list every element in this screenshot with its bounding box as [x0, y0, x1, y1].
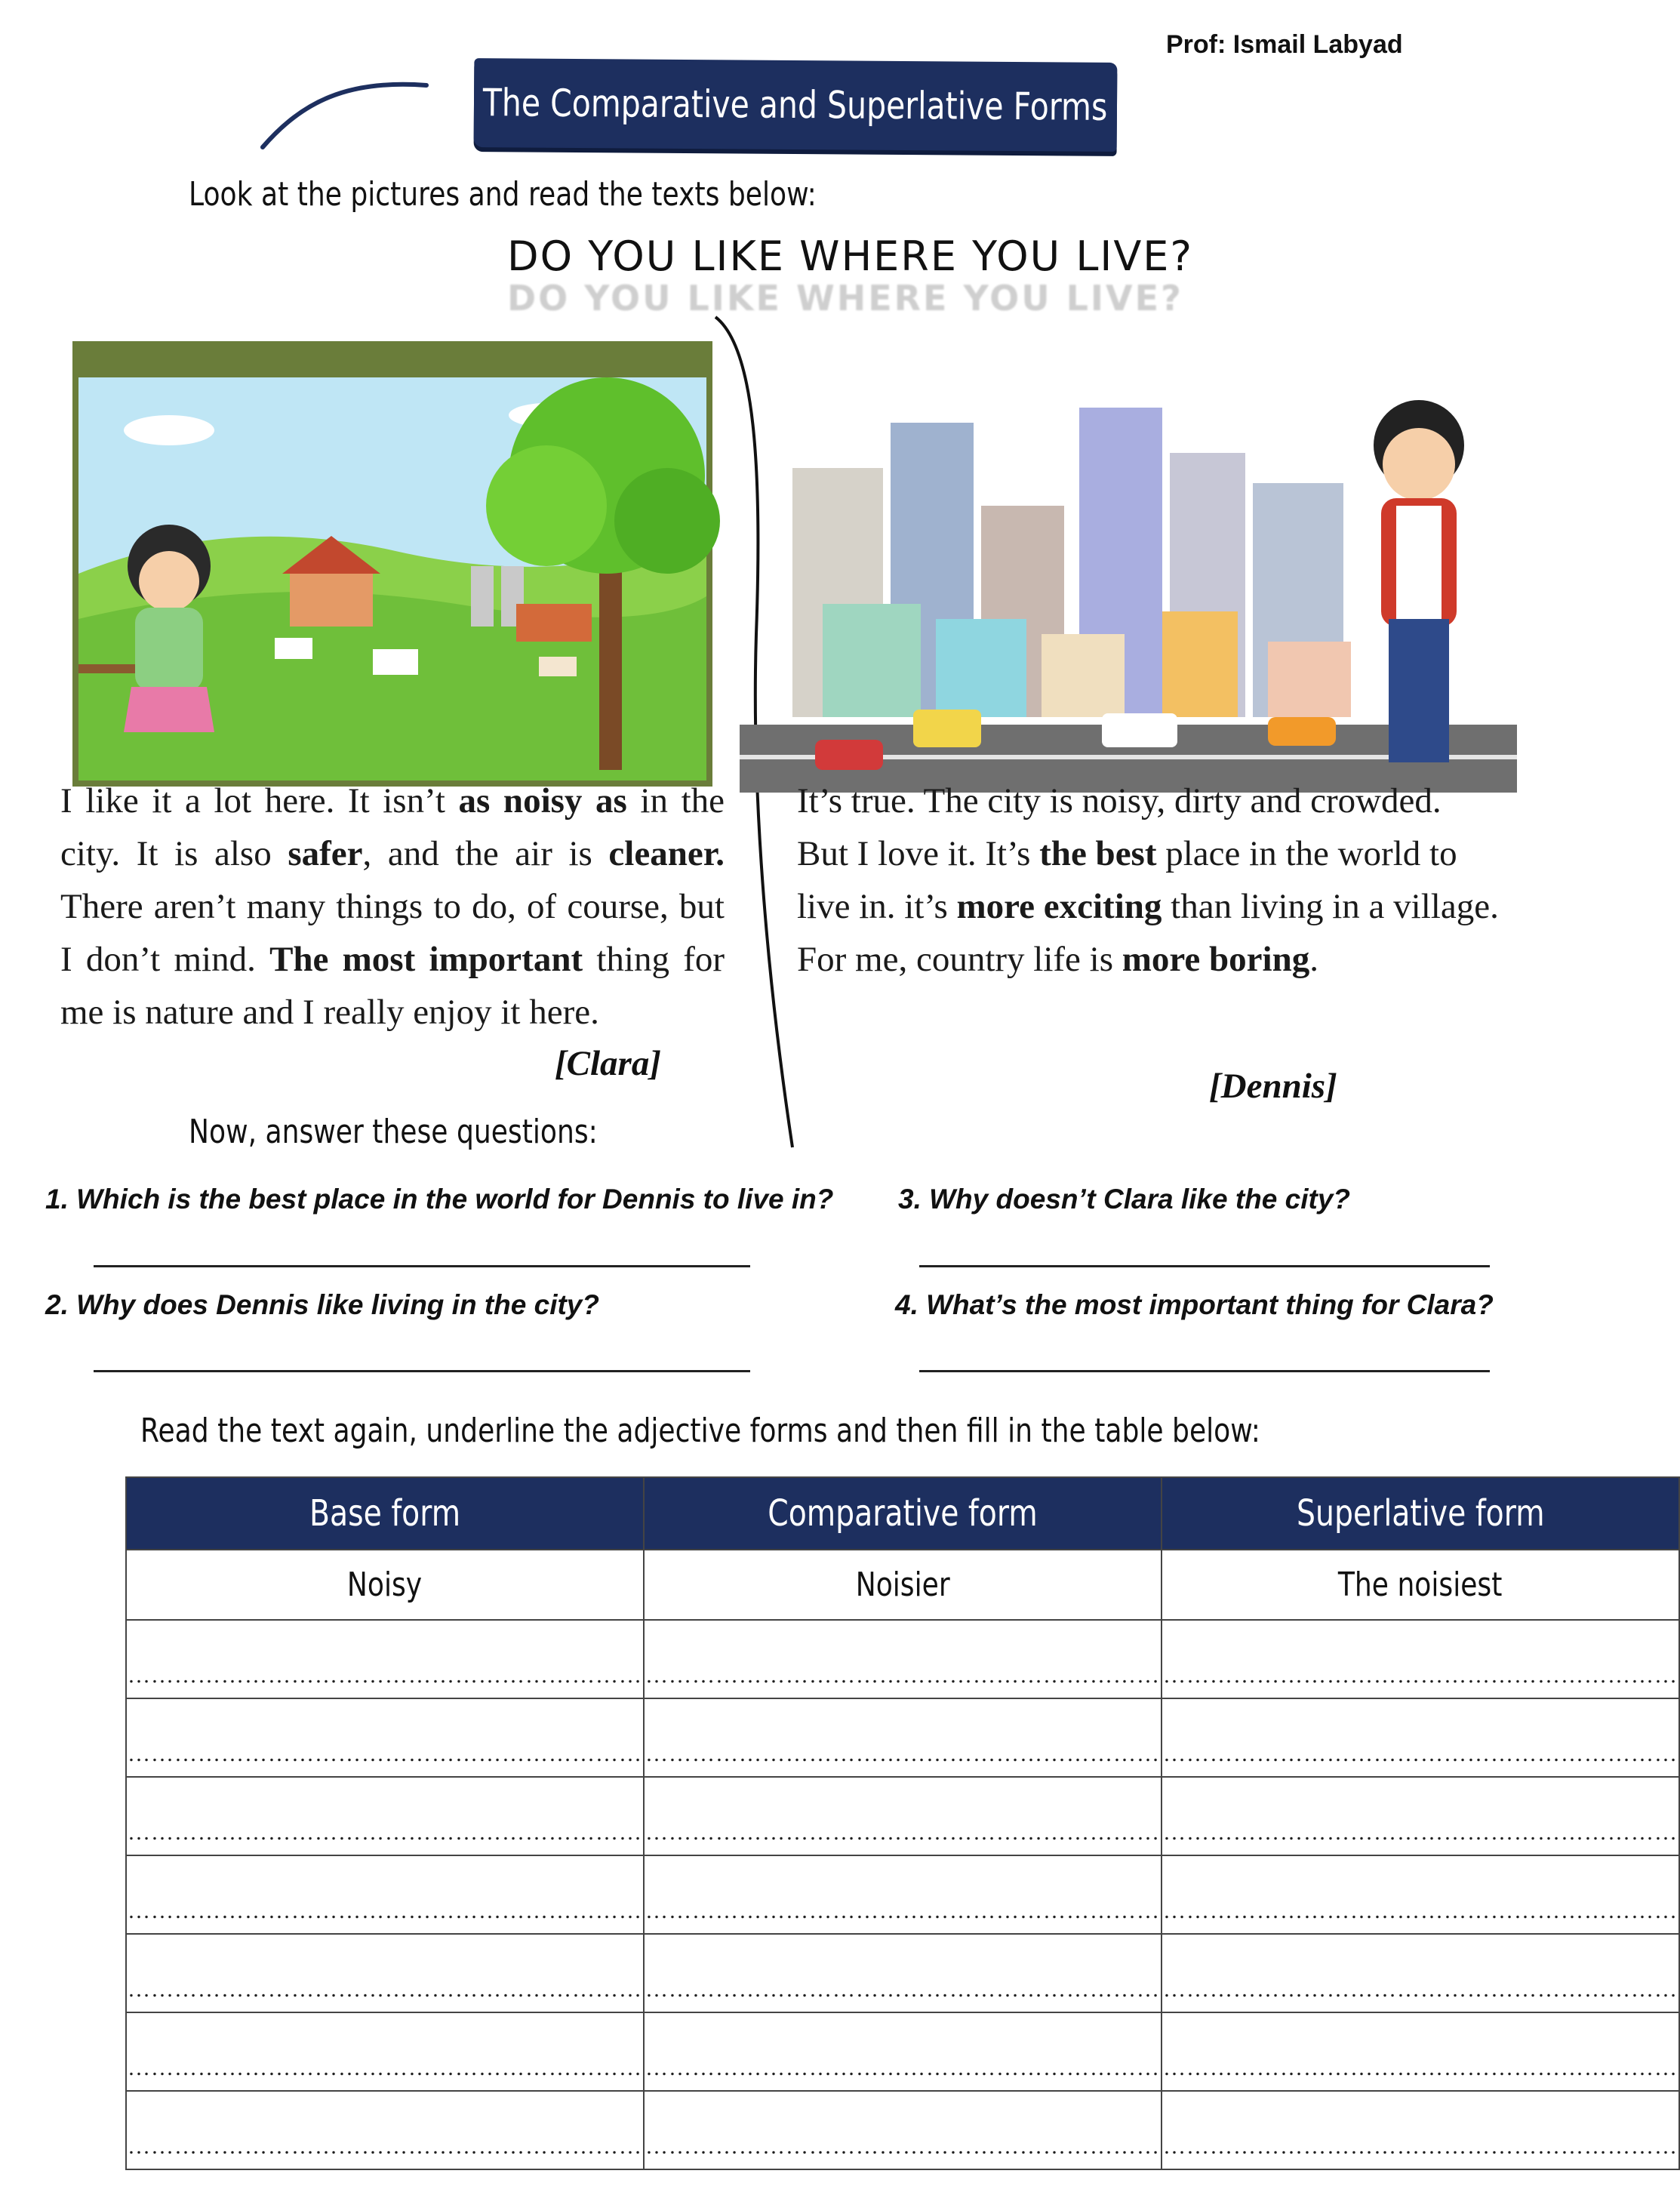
blank-cell-superlative[interactable]: …………………………………………………………	[1162, 2012, 1679, 2091]
decorative-swoosh	[257, 72, 438, 155]
blank-cell-comparative[interactable]: …………………………………………………………	[644, 1777, 1162, 1855]
blank-cell-base[interactable]: …………………………………………………………	[126, 1934, 644, 2012]
table-row	[126, 1777, 1679, 1855]
table-row	[126, 2012, 1679, 2091]
table-row-example	[126, 1550, 1679, 1620]
blank-cell-comparative[interactable]: …………………………………………………………	[644, 2091, 1162, 2169]
table-row	[126, 1855, 1679, 1934]
blank-cell-superlative[interactable]: …………………………………………………………	[1162, 1698, 1679, 1777]
table-row	[126, 1698, 1679, 1777]
table-row	[126, 2091, 1679, 2169]
blank-cell-comparative[interactable]: …………………………………………………………	[644, 1620, 1162, 1698]
blank-cell-superlative[interactable]: …………………………………………………………	[1162, 1620, 1679, 1698]
clara-signature: [Clara]	[555, 1044, 661, 1083]
header-comparative-form: Comparative form	[644, 1477, 1162, 1550]
example-base: Noisy	[126, 1550, 644, 1620]
blank-cell-superlative[interactable]: …………………………………………………………	[1162, 1855, 1679, 1934]
author-label: Prof: Ismail Labyad	[1166, 30, 1403, 59]
section-heading: DO YOU LIKE WHERE YOU LIVE?	[507, 232, 1194, 280]
blank-cell-base[interactable]: …………………………………………………………	[126, 1777, 644, 1855]
blank-cell-superlative[interactable]: …………………………………………………………	[1162, 1777, 1679, 1855]
question-3: 3. Why doesn’t Clara like the city?	[898, 1184, 1350, 1215]
blank-cell-superlative[interactable]: …………………………………………………………	[1162, 1934, 1679, 2012]
blank-cell-base[interactable]: …………………………………………………………	[126, 1855, 644, 1934]
header-base-form: Base form	[126, 1477, 644, 1550]
blank-cell-comparative[interactable]: …………………………………………………………	[644, 1855, 1162, 1934]
page-title: The Comparative and Superlative Forms	[483, 81, 1108, 129]
answer-line-4[interactable]	[919, 1370, 1490, 1372]
table-row	[126, 1934, 1679, 2012]
blank-cell-base[interactable]: …………………………………………………………	[126, 1698, 644, 1777]
answer-line-1[interactable]	[94, 1265, 750, 1267]
city-picture	[740, 393, 1517, 793]
clara-paragraph: I like it a lot here. It isn’t as noisy as in the city. It is also safer, and the air is cleaner. There aren’t many things to do, of course, but I don’t mind. The most important thing for me is nature and I really enjoy it here.	[60, 781, 725, 1032]
blank-cell-superlative[interactable]: …………………………………………………………	[1162, 2091, 1679, 2169]
blank-cell-comparative[interactable]: …………………………………………………………	[644, 1698, 1162, 1777]
adjective-forms-table	[125, 1476, 1680, 2170]
blank-cell-comparative[interactable]: …………………………………………………………	[644, 2012, 1162, 2091]
title-banner	[474, 58, 1118, 152]
countryside-picture	[72, 341, 712, 787]
blank-cell-base[interactable]: …………………………………………………………	[126, 2012, 644, 2091]
blank-cell-base[interactable]: …………………………………………………………	[126, 1620, 644, 1698]
table-header-row	[126, 1477, 1679, 1550]
header-superlative-form: Superlative form	[1162, 1477, 1679, 1550]
example-comparative: Noisier	[644, 1550, 1162, 1620]
table-instruction: Read the text again, underline the adjective forms and then fill in the table below:	[140, 1412, 1260, 1450]
reading-instruction: Look at the pictures and read the texts below:	[189, 175, 817, 214]
section-heading-shadow: DO YOU LIKE WHERE YOU LIVE?	[507, 278, 1183, 319]
dennis-signature: [Dennis]	[1209, 1067, 1337, 1106]
question-2: 2. Why does Dennis like living in the city?	[45, 1289, 599, 1320]
answer-line-3[interactable]	[919, 1265, 1490, 1267]
dennis-paragraph: It’s true. The city is noisy, dirty and crowded. But I love it. It’s the best place in the world to live in. it’s more exciting than living in a village. For me, country life is more boring.	[797, 781, 1499, 979]
blank-cell-comparative[interactable]: …………………………………………………………	[644, 1934, 1162, 2012]
example-superlative: The noisiest	[1162, 1550, 1679, 1620]
questions-instruction: Now, answer these questions:	[189, 1113, 598, 1151]
blank-cell-base[interactable]: …………………………………………………………	[126, 2091, 644, 2169]
question-1: 1. Which is the best place in the world for Dennis to live in?	[45, 1184, 834, 1215]
answer-line-2[interactable]	[94, 1370, 750, 1372]
table-row	[126, 1620, 1679, 1698]
question-4: 4. What’s the most important thing for Clara?	[895, 1289, 1494, 1320]
